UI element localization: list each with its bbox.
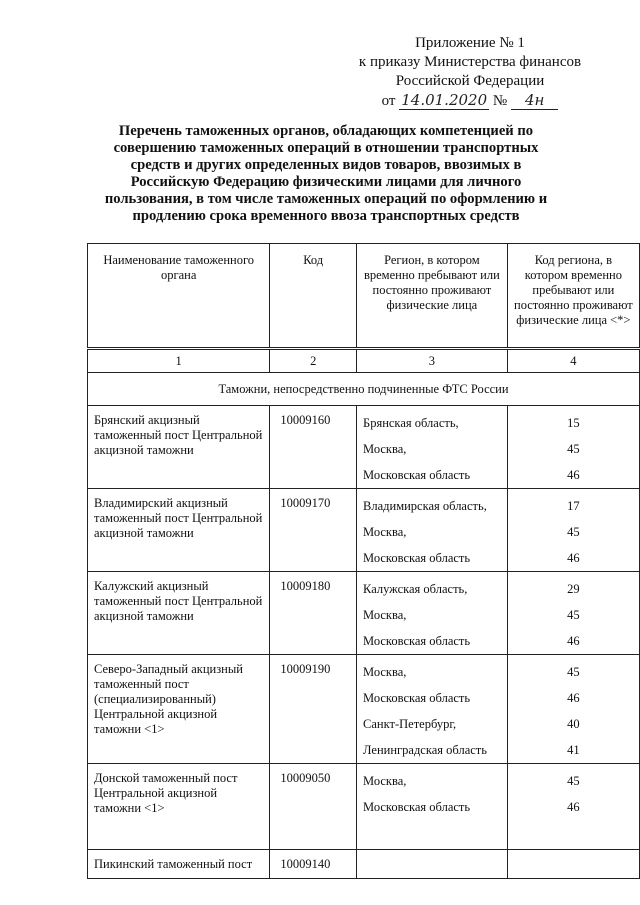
customs-code: 10009140: [270, 850, 357, 879]
region-code: 45: [567, 665, 580, 679]
table-row: [88, 764, 640, 850]
handwritten-number: 4н: [511, 91, 558, 110]
region-codes-cell: [507, 406, 639, 489]
region-name: Калужская область,: [363, 582, 468, 596]
region-code: 41: [567, 743, 580, 757]
region-name: Москва,: [363, 525, 407, 539]
region-code: 45: [567, 774, 580, 788]
number-prefix: №: [492, 93, 508, 109]
customs-code: 10009160: [270, 406, 357, 489]
handwritten-date: 14.01.2020: [401, 91, 488, 109]
customs-code: 10009050: [270, 764, 357, 850]
group-title: Таможни, непосредственно подчиненные ФТС России: [88, 373, 640, 406]
region-codes-cell: [507, 489, 639, 572]
region-codes-cell: [507, 572, 639, 655]
region-codes-cell: [507, 655, 639, 764]
date-prefix: от: [381, 93, 396, 109]
group-row: [88, 373, 640, 406]
region-code: 17: [567, 499, 580, 513]
region-name: Москва,: [363, 665, 407, 679]
regions-cell: [357, 572, 508, 655]
regions-cell: [357, 764, 508, 850]
customs-name: Северо-Западный акцизный таможенный пост (специализированный) Центральной акцизной таможни <1>: [88, 655, 270, 764]
column-number-row: [88, 349, 640, 373]
region-code: 29: [567, 582, 580, 596]
table-row: [88, 406, 640, 489]
region-code: 15: [567, 416, 580, 430]
regions-cell: [357, 489, 508, 572]
region-name: Ленинградская область: [363, 743, 487, 757]
region-name: Москва,: [363, 608, 407, 622]
region-name: Москва,: [363, 774, 407, 788]
document-title: Перечень таможенных органов, обладающих компетенцией по совершению таможенных операций в отношении транспортных средств и других определенных видов товаров, ввозимых в Российскую Федерацию физическими лицами для личного пользования, в том числе таможенных операций по оформлению и продлению срока временного ввоза транспортных средств: [104, 123, 548, 224]
region-code: 46: [567, 691, 580, 705]
region-name: Московская область: [363, 691, 471, 705]
region-code: 45: [567, 442, 580, 456]
region-code: 40: [567, 717, 580, 731]
region-name: Московская область: [363, 800, 471, 814]
table-row: [88, 489, 640, 572]
ministry-country: Российской Федерации: [395, 73, 545, 89]
regions-cell: [357, 406, 508, 489]
customs-code: 10009170: [270, 489, 357, 572]
customs-code: 10009180: [270, 572, 357, 655]
region-name: Владимирская область,: [363, 499, 487, 513]
region-name: Москва,: [363, 442, 407, 456]
column-number: 3: [357, 349, 508, 373]
region-code: 46: [567, 800, 580, 814]
header-region: Регион, в котором временно пребывают или постоянно проживают физические лица: [357, 244, 508, 349]
header-region-code: Код региона, в котором временно пребывают или постоянно проживают физические лица <*>: [507, 244, 639, 349]
region-codes-cell: [507, 850, 639, 879]
region-name: Брянская область,: [363, 416, 459, 430]
column-number: 2: [270, 349, 357, 373]
region-name: Московская область: [363, 634, 471, 648]
table-row: [88, 572, 640, 655]
customs-name: Владимирский акцизный таможенный пост Центральной акцизной таможни: [88, 489, 270, 572]
region-code: 46: [567, 634, 580, 648]
customs-code: 10009190: [270, 655, 357, 764]
column-number: 4: [507, 349, 639, 373]
region-code: 46: [567, 551, 580, 565]
customs-name: Донской таможенный пост Центральной акцизной таможни <1>: [88, 764, 270, 850]
region-code: 45: [567, 608, 580, 622]
header-code: Код: [270, 244, 357, 349]
order-date-line: [382, 91, 559, 111]
table-row: [88, 655, 640, 764]
customs-name: Брянский акцизный таможенный пост Центральной акцизной таможни: [88, 406, 270, 489]
column-number: 1: [88, 349, 270, 373]
customs-name: Калужский акцизный таможенный пост Центральной акцизной таможни: [88, 572, 270, 655]
region-name: Московская область: [363, 468, 471, 482]
order-reference: к приказу Министерства финансов: [358, 54, 582, 70]
customs-name: Пикинский таможенный пост: [88, 850, 270, 879]
region-codes-cell: [507, 764, 639, 850]
regions-cell: [357, 850, 508, 879]
region-code: 45: [567, 525, 580, 539]
appendix-header: [340, 34, 600, 111]
region-code: 46: [567, 468, 580, 482]
customs-table: [87, 243, 640, 879]
regions-cell: [357, 655, 508, 764]
region-name: Московская область: [363, 551, 471, 565]
table-header-row: [88, 244, 640, 349]
appendix-number: Приложение № 1: [415, 35, 525, 51]
region-name: Санкт-Петербург,: [363, 717, 457, 731]
header-customs-name: Наименование таможенного органа: [88, 244, 270, 349]
table-row: [88, 850, 640, 879]
